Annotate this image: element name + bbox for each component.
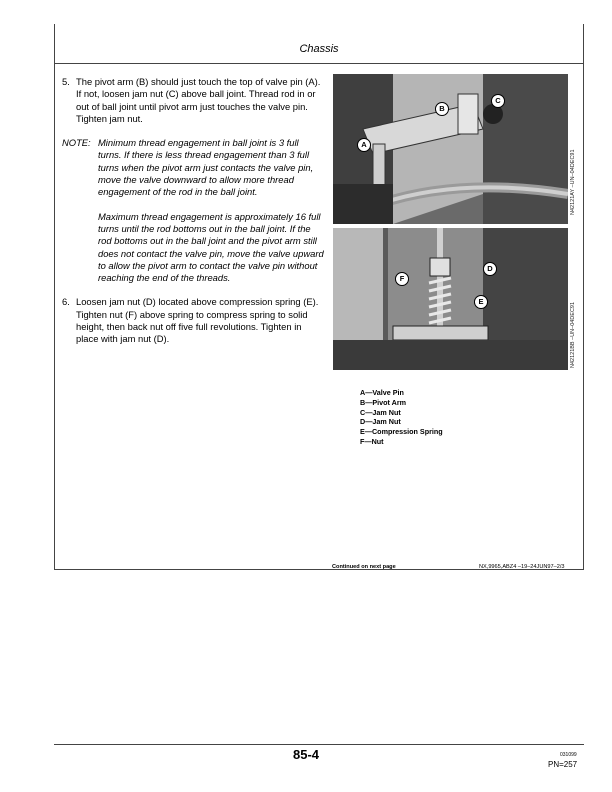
figure-2-id: N42121BB –UN–04DEC91 <box>570 301 576 368</box>
instruction-column <box>62 76 324 358</box>
step-5 <box>62 76 324 125</box>
legend-item: D—Jam Nut <box>360 417 401 427</box>
figure-legend <box>360 388 443 447</box>
pn-number: PN=257 <box>548 760 578 769</box>
figure-pivot-arm-photo <box>333 74 568 224</box>
note <box>62 137 324 296</box>
spring-photo-illustration <box>333 228 568 370</box>
callout-c: C <box>491 94 505 108</box>
note-paragraph-2: Maximum thread engagement is approximately 16 full turns until the rod bottoms out in the ball joint. If the rod bottoms out in the ball joint and the pivot arm still does not contact the valve pin, move the valve upward to allow the pivot arm to contact the valve pin without reaching the end of the threads. <box>98 210 324 284</box>
step-text: The pivot arm (B) should just touch the top of valve pin (A). If not, loosen jam nut (C) above ball joint. Thread rod in or out of ball joint until pivot arm just touches the valve pin. Tighten jam nut. <box>76 76 321 124</box>
legend-item: A—Valve Pin <box>360 388 404 397</box>
step-number: 5. <box>62 76 70 87</box>
callout-f: F <box>395 272 409 286</box>
reference-code: NX,9965,ABZ4 –19–24JUN97–2/3 <box>479 564 565 570</box>
legend-item: F—Nut <box>360 436 384 446</box>
section-title: Chassis <box>299 43 339 55</box>
legend-item: E—Compression Spring <box>360 427 443 437</box>
continued-note: Continued on next page <box>332 564 396 570</box>
legend-item: C—Jam Nut <box>360 407 401 417</box>
note-body <box>98 137 324 296</box>
note-label: NOTE: <box>62 137 91 149</box>
date-code: 031099 <box>560 752 577 758</box>
step-6 <box>62 296 324 345</box>
callout-e: E <box>474 295 488 309</box>
figure-1-id: N42121AY –UN–04DEC91 <box>570 149 576 215</box>
page-number: 85-4 <box>292 747 320 762</box>
note-paragraph-1: Minimum thread engagement in ball joint is 3 full turns. If there is less thread engagement than 3 full turns when the pivot arm just contacts the valve pin, move the valve downward to allow more thread engagement of the rod in the ball joint. <box>98 137 314 198</box>
callout-a: A <box>357 138 371 152</box>
step-text: Loosen jam nut (D) located above compression spring (E). Tighten nut (F) above spring to compress spring to solid height, then back nut off five full revolutions. Tighten in place with jam nut (D). <box>76 296 319 345</box>
legend-item: B—Pivot Arm <box>360 397 407 407</box>
callout-b: B <box>435 102 449 116</box>
figure-spring-photo <box>333 228 568 370</box>
callout-d: D <box>483 262 497 276</box>
step-number: 6. <box>62 296 70 308</box>
title-rule <box>54 63 584 64</box>
footer-rule <box>54 744 584 745</box>
